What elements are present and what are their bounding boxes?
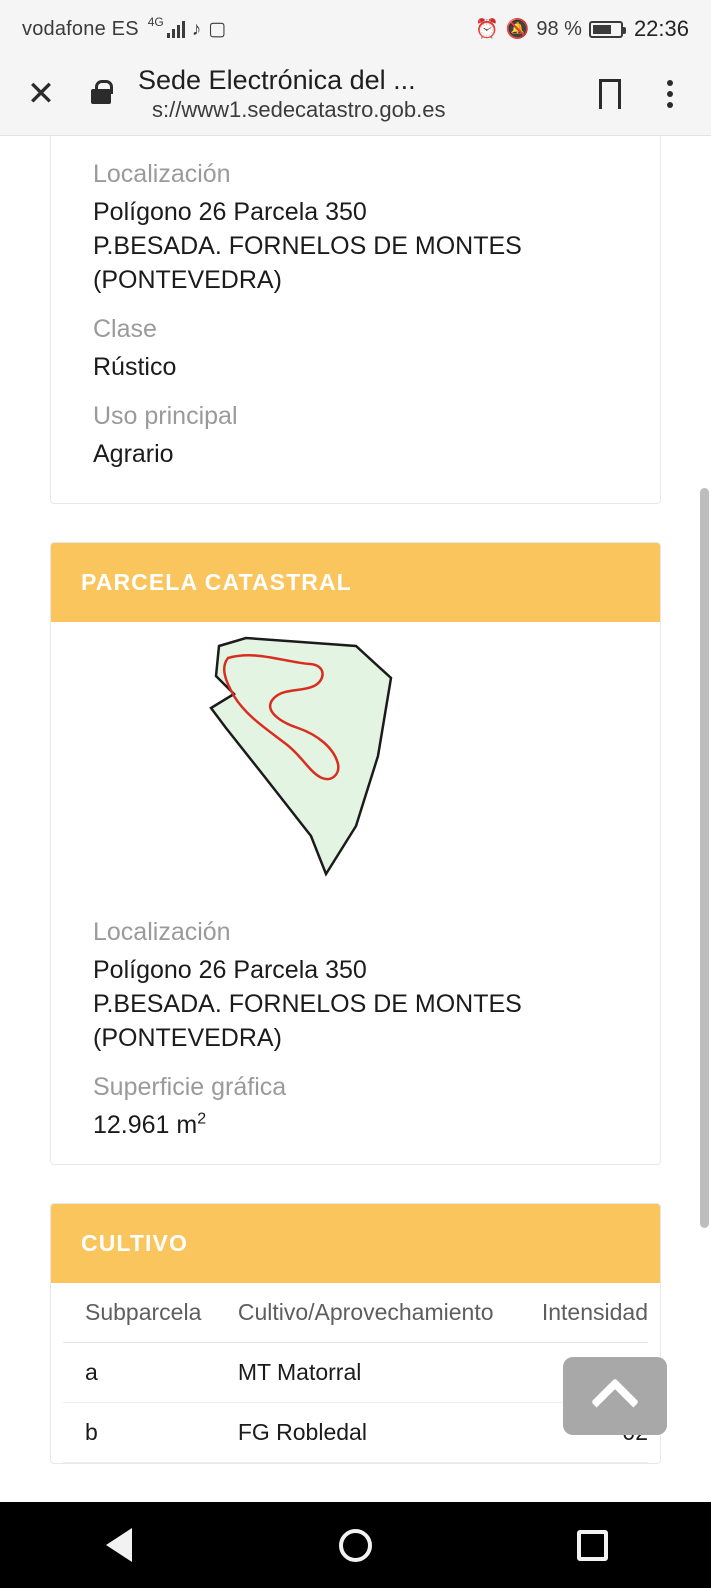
card-inmueble bbox=[50, 136, 661, 504]
system-navigation-bar bbox=[0, 1502, 711, 1588]
close-icon[interactable]: ✕ bbox=[26, 74, 56, 113]
card-parcela-catastral bbox=[50, 542, 661, 1165]
carrier-label: vodafone ES bbox=[22, 17, 139, 40]
status-bar bbox=[0, 0, 711, 58]
column-intensidad: Intensidad bbox=[514, 1283, 648, 1343]
headphones-icon: ♪ bbox=[191, 18, 202, 40]
nfc-icon: ▢ bbox=[208, 18, 227, 40]
status-bar-left bbox=[22, 15, 227, 41]
inmueble-localizacion-line1: Polígono 26 Parcela 350 bbox=[93, 198, 367, 227]
parcela-localizacion-line2: P.BESADA. FORNELOS DE MONTES bbox=[93, 990, 522, 1019]
superficie-unit-exponent: 2 bbox=[197, 1111, 207, 1129]
inmueble-uso-label: Uso principal bbox=[93, 402, 238, 431]
clock-label: 22:36 bbox=[633, 16, 689, 41]
cell-subparcela: b bbox=[63, 1403, 216, 1463]
parcela-card-title: PARCELA CATASTRAL bbox=[51, 543, 660, 622]
table-row bbox=[63, 1403, 648, 1463]
overflow-menu-icon[interactable] bbox=[647, 71, 693, 117]
cultivo-card-title: CULTIVO bbox=[51, 1204, 660, 1283]
parcel-map-figure[interactable] bbox=[51, 622, 660, 894]
inmueble-uso-value: Agrario bbox=[93, 440, 174, 469]
inmueble-clase-value: Rústico bbox=[93, 353, 177, 382]
column-cultivo: Cultivo/Aprovechamiento bbox=[216, 1283, 514, 1343]
recents-square-icon[interactable] bbox=[570, 1522, 616, 1568]
scroll-to-top-button[interactable] bbox=[563, 1357, 667, 1435]
bookmark-icon[interactable] bbox=[587, 71, 633, 117]
network-type-label: 4G bbox=[147, 15, 164, 29]
parcela-localizacion-label: Localización bbox=[93, 918, 231, 947]
inmueble-localizacion-line3: (PONTEVEDRA) bbox=[93, 266, 282, 295]
cell-cultivo: MT Matorral bbox=[216, 1343, 514, 1403]
page-url: s://www1.sedecatastro.gob.es bbox=[152, 97, 446, 123]
parcela-localizacion-line1: Polígono 26 Parcela 350 bbox=[93, 956, 367, 985]
parcela-superficie-value bbox=[93, 1108, 618, 1142]
address-bar[interactable] bbox=[138, 64, 573, 123]
status-bar-right bbox=[475, 16, 689, 42]
browser-toolbar bbox=[0, 58, 711, 136]
battery-percent-label: 98 % bbox=[536, 17, 582, 40]
parcela-superficie-label: Superficie gráfica bbox=[93, 1073, 287, 1102]
table-header-row bbox=[63, 1283, 648, 1343]
cultivo-table bbox=[63, 1283, 648, 1463]
battery-icon bbox=[589, 21, 623, 38]
inmueble-localizacion-label: Localización bbox=[93, 160, 231, 189]
parcela-localizacion-line3: (PONTEVEDRA) bbox=[93, 1024, 282, 1053]
back-triangle-icon[interactable] bbox=[96, 1522, 142, 1568]
page-scrollbar[interactable] bbox=[700, 488, 709, 1228]
page-title: Sede Electrónica del ... bbox=[138, 65, 416, 95]
inmueble-clase-label: Clase bbox=[93, 315, 157, 344]
parcel-map-svg bbox=[206, 636, 506, 886]
lock-icon bbox=[78, 71, 124, 117]
superficie-number: 12.961 m bbox=[93, 1111, 198, 1140]
alarm-clock-icon: ⏰ bbox=[475, 18, 499, 40]
chevron-up-icon bbox=[591, 1378, 639, 1426]
bell-muted-icon: 🔕 bbox=[505, 18, 530, 40]
signal-bars-icon bbox=[167, 20, 185, 38]
cell-cultivo: FG Robledal bbox=[216, 1403, 514, 1463]
column-subparcela: Subparcela bbox=[63, 1283, 216, 1343]
page-content[interactable] bbox=[0, 136, 711, 1502]
table-row bbox=[63, 1343, 648, 1403]
cell-subparcela: a bbox=[63, 1343, 216, 1403]
inmueble-localizacion-line2: P.BESADA. FORNELOS DE MONTES bbox=[93, 232, 522, 261]
home-circle-icon[interactable] bbox=[333, 1522, 379, 1568]
